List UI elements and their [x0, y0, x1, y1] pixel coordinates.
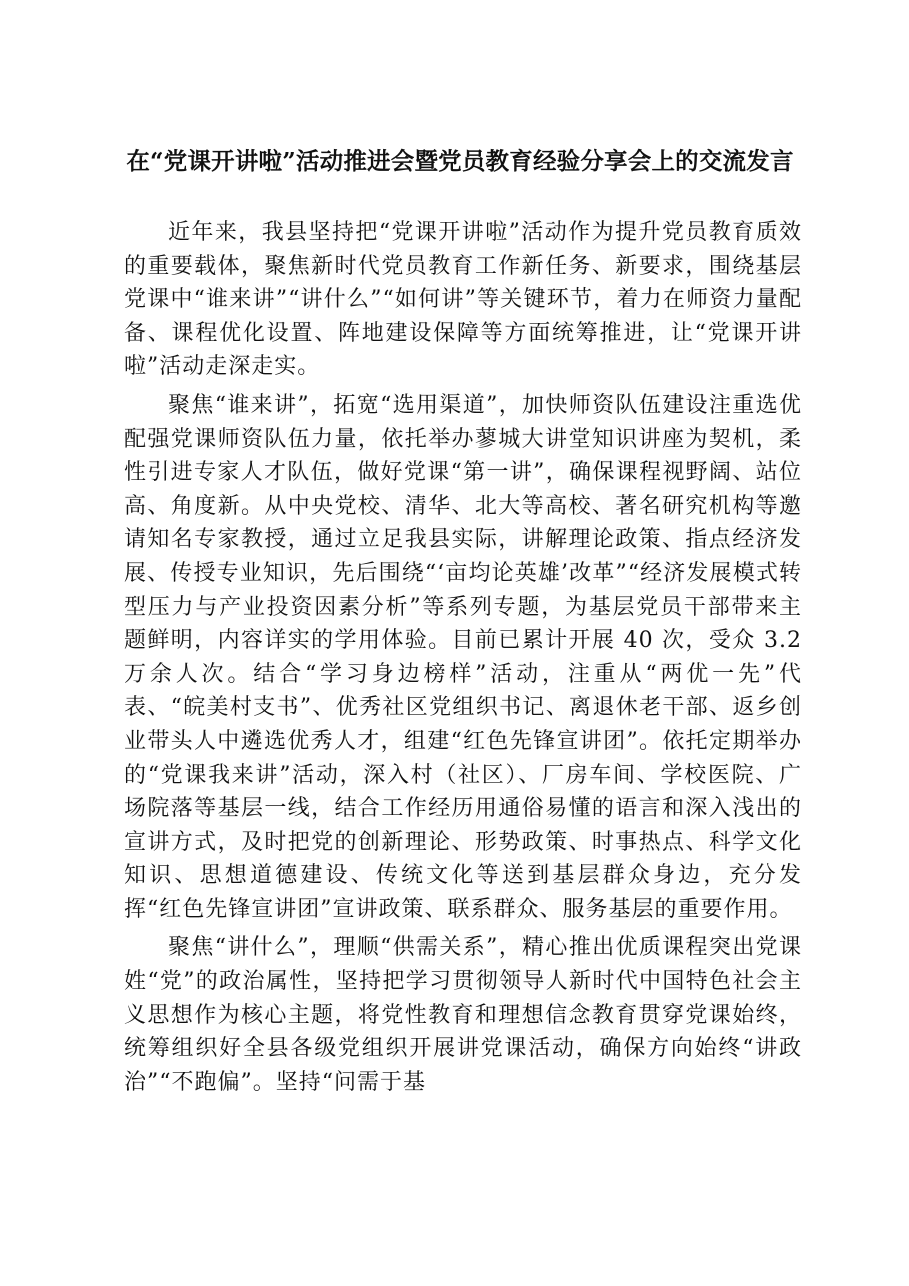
paragraph-intro: 近年来，我县坚持把“党课开讲啦”活动作为提升党员教育质效的重要载体，聚焦新时代党员教育工作新任务、新要求，围绕基层党课中“谁来讲”“讲什么”“如何讲”等关键环节，着力在师资力量配备、课程优化设置、阵地建设保障等方面统筹推进，让“党课开讲啦”活动走深走实。 — [124, 220, 802, 380]
paragraph-what-to-teach: 聚焦“讲什么”，理顺“供需关系”，精心推出优质课程突出党课姓“党”的政治属性，坚持把学习贯彻领导人新时代中国特色社会主义思想作为核心主题，将党性教育和理想信念教育贯穿党课始终，统筹组织好全县各级党组织开展讲党课活动，确保方向始终“讲政治”“不跑偏”。坚持“问需于基 — [124, 935, 802, 1095]
document-body — [124, 216, 802, 1104]
document-title: 在“党课开讲啦”活动推进会暨党员教育经验分享会上的交流发言 — [126, 147, 794, 175]
paragraph-who-teaches: 聚焦“谁来讲”，拓宽“选用渠道”，加快师资队伍建设注重选优配强党课师资队伍力量，依托举办蓼城大讲堂知识讲座为契机，柔性引进专家人才队伍，做好党课“第一讲”，确保课程视野阔、站位高、角度新。从中央党校、清华、北大等高校、著名研究机构等邀请知名专家教授，通过立足我县实际，讲解理论政策、指点经济发展、传授专业知识，先后围绕“‘亩均论英雄’改革”“经济发展模式转型压力与产业投资因素分析”等系列专题，为基层党员干部带来主题鲜明，内容详实的学用体验。目前已累计开展 40 次，受众 3.2 万余人次。结合“学习身边榜样”活动，注重从“两优一先”代表、“皖美村支书”、优秀社区党组织书记、离退休老干部、返乡创业带头人中遴选优秀人才，组建“红色先锋宣讲团”。依托定期举办的“党课我来讲”活动，深入村（社区）、厂房车间、学校医院、广场院落等基层一线，结合工作经历用通俗易懂的语言和深入浅出的宣讲方式，及时把党的创新理论、形势政策、时事热点、科学文化知识、思想道德建设、传统文化等送到基层群众身边，充分发挥“红色先锋宣讲团”宣讲政策、联系群众、服务基层的重要作用。 — [124, 392, 802, 922]
